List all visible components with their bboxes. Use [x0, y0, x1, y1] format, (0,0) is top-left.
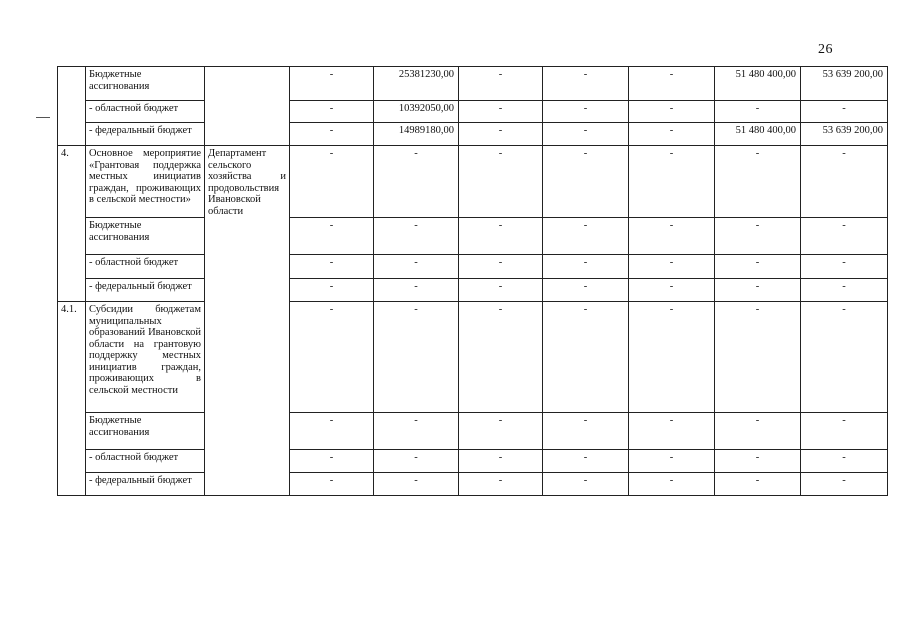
value-cell: - — [290, 302, 374, 413]
row-name: Бюджетные ассигнования — [86, 413, 205, 450]
value-cell: - — [374, 146, 459, 218]
value-cell: - — [543, 302, 629, 413]
value-cell: - — [801, 473, 888, 496]
value-cell: - — [290, 67, 374, 101]
table-row — [58, 450, 888, 473]
value-cell: - — [715, 255, 801, 279]
value-cell: - — [459, 302, 543, 413]
margin-dash — [36, 117, 50, 118]
value-cell: - — [543, 279, 629, 302]
row-number: 4.1. — [58, 302, 86, 496]
value-cell: - — [629, 413, 715, 450]
value-cell: - — [629, 279, 715, 302]
value-cell: - — [374, 473, 459, 496]
value-cell: - — [290, 450, 374, 473]
value-cell: - — [801, 146, 888, 218]
value-cell: - — [801, 101, 888, 123]
value-cell: - — [629, 123, 715, 146]
value-cell: - — [715, 101, 801, 123]
value-cell: - — [374, 413, 459, 450]
value-cell: - — [290, 279, 374, 302]
row-name: - областной бюджет — [86, 450, 205, 473]
value-cell: - — [801, 450, 888, 473]
executor-cell: Департамент сельского хозяйства и продовольствия Ивановской области — [205, 146, 290, 496]
table-row — [58, 67, 888, 101]
table-row — [58, 146, 888, 218]
value-cell: - — [629, 302, 715, 413]
value-cell: - — [801, 302, 888, 413]
table-row — [58, 255, 888, 279]
value-cell: - — [374, 450, 459, 473]
value-cell: - — [801, 413, 888, 450]
value-cell: - — [459, 413, 543, 450]
value-cell: - — [629, 218, 715, 255]
value-cell: - — [801, 218, 888, 255]
value-cell: - — [543, 123, 629, 146]
row-name: Субсидии бюджетам муниципальных образований Ивановской области на грантовую поддержку местных инициатив граждан, проживающих в сельской местности — [86, 302, 205, 413]
value-cell: - — [715, 146, 801, 218]
value-cell: - — [715, 279, 801, 302]
value-cell: - — [629, 67, 715, 101]
value-cell: 14989180,00 — [374, 123, 459, 146]
value-cell: - — [459, 146, 543, 218]
value-cell: - — [715, 413, 801, 450]
row-name: - федеральный бюджет — [86, 123, 205, 146]
value-cell: - — [459, 279, 543, 302]
value-cell: - — [543, 473, 629, 496]
value-cell: 25381230,00 — [374, 67, 459, 101]
table-row — [58, 101, 888, 123]
value-cell: 10392050,00 — [374, 101, 459, 123]
executor-cell — [205, 67, 290, 146]
value-cell: - — [459, 450, 543, 473]
value-cell: - — [290, 218, 374, 255]
value-cell: - — [374, 279, 459, 302]
value-cell: - — [543, 450, 629, 473]
value-cell: - — [459, 255, 543, 279]
value-cell: - — [290, 255, 374, 279]
row-name: - областной бюджет — [86, 101, 205, 123]
value-cell: - — [459, 218, 543, 255]
value-cell: - — [715, 302, 801, 413]
table-row — [58, 279, 888, 302]
row-name: Бюджетные ассигнования — [86, 218, 205, 255]
value-cell: - — [374, 218, 459, 255]
value-cell: - — [801, 279, 888, 302]
value-cell: - — [543, 67, 629, 101]
value-cell: - — [459, 101, 543, 123]
row-name: Бюджетные ассигнования — [86, 67, 205, 101]
value-cell: - — [290, 473, 374, 496]
row-name: - областной бюджет — [86, 255, 205, 279]
value-cell: - — [629, 255, 715, 279]
page-number: 26 — [818, 42, 833, 57]
row-number — [58, 67, 86, 146]
value-cell: 51 480 400,00 — [715, 123, 801, 146]
value-cell: - — [629, 146, 715, 218]
table-row — [58, 473, 888, 496]
value-cell: - — [374, 255, 459, 279]
value-cell: 53 639 200,00 — [801, 67, 888, 101]
value-cell: - — [629, 101, 715, 123]
value-cell: - — [290, 101, 374, 123]
row-name: - федеральный бюджет — [86, 279, 205, 302]
value-cell: - — [801, 255, 888, 279]
value-cell: - — [459, 67, 543, 101]
value-cell: - — [543, 255, 629, 279]
value-cell: - — [715, 450, 801, 473]
value-cell: - — [629, 450, 715, 473]
value-cell: 51 480 400,00 — [715, 67, 801, 101]
value-cell: - — [543, 413, 629, 450]
value-cell: - — [715, 218, 801, 255]
value-cell: - — [543, 146, 629, 218]
value-cell: - — [543, 218, 629, 255]
value-cell: 53 639 200,00 — [801, 123, 888, 146]
table-row — [58, 123, 888, 146]
budget-table — [57, 66, 888, 496]
value-cell: - — [290, 123, 374, 146]
table-row — [58, 218, 888, 255]
value-cell: - — [290, 413, 374, 450]
value-cell: - — [715, 473, 801, 496]
value-cell: - — [290, 146, 374, 218]
value-cell: - — [629, 473, 715, 496]
value-cell: - — [374, 302, 459, 413]
value-cell: - — [459, 473, 543, 496]
table-row — [58, 413, 888, 450]
table-row — [58, 302, 888, 413]
row-name: Основное мероприятие «Грантовая поддержка местных инициатив граждан, проживающих в сельской местности» — [86, 146, 205, 218]
value-cell: - — [459, 123, 543, 146]
row-name: - федеральный бюджет — [86, 473, 205, 496]
row-number: 4. — [58, 146, 86, 302]
value-cell: - — [543, 101, 629, 123]
